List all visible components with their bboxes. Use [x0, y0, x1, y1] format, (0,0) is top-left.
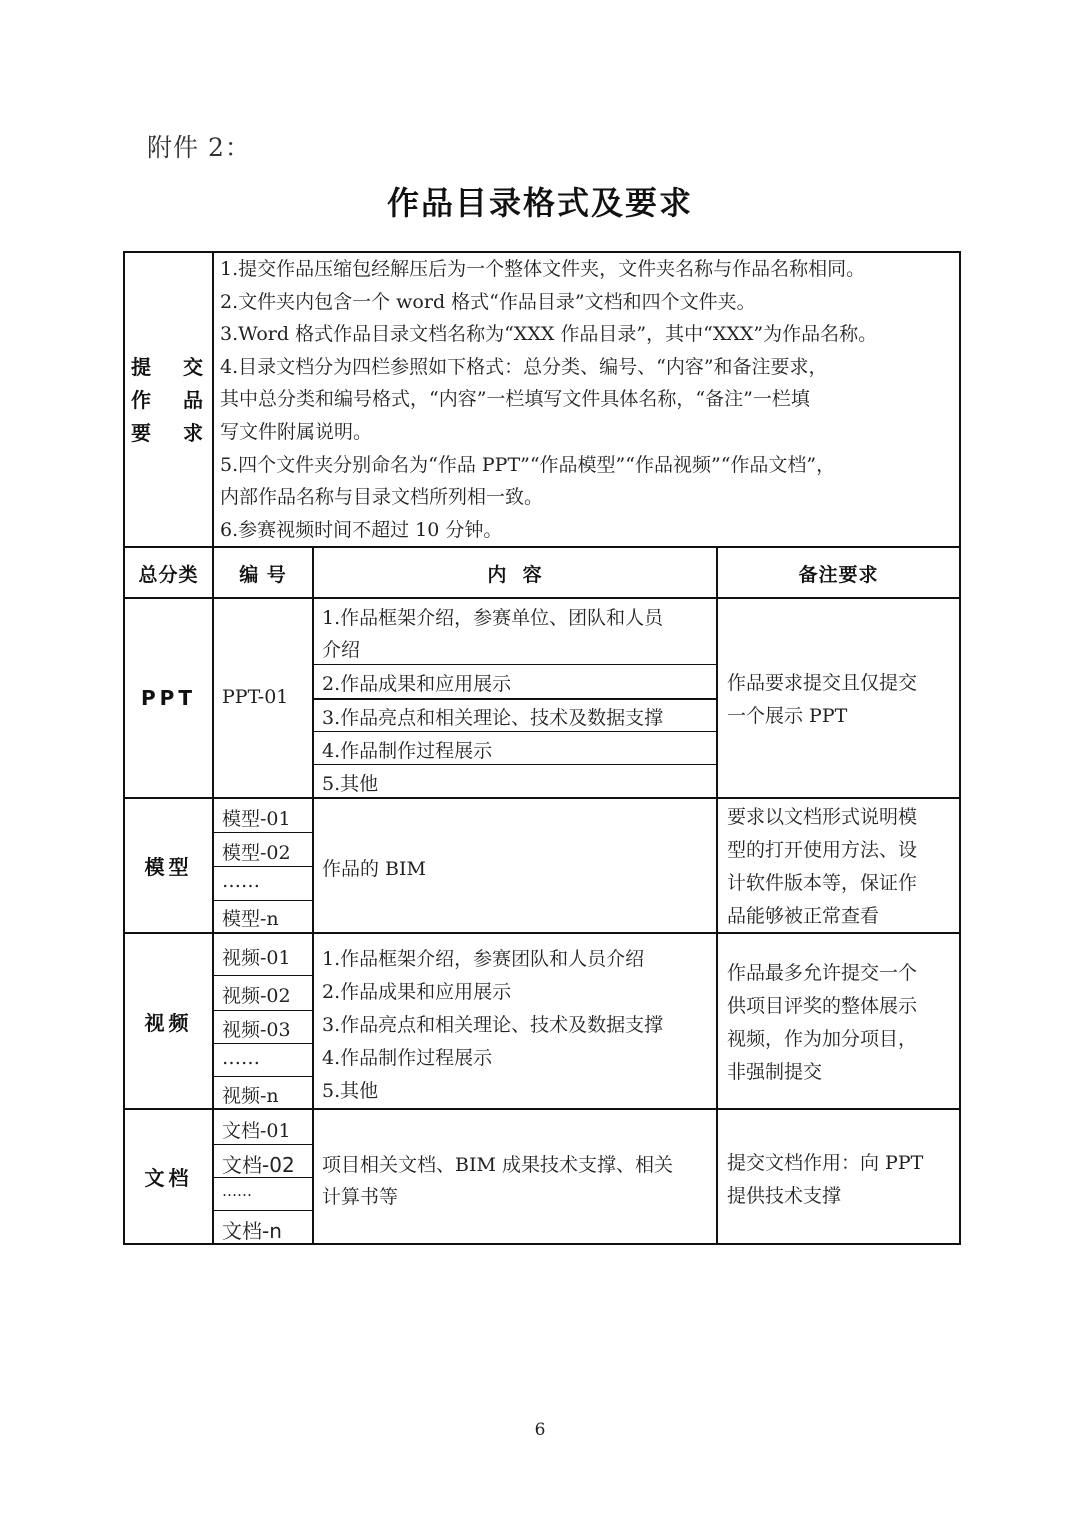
requirement-line: 1.提交作品压缩包经解压后为一个整体文件夹，文件夹名称与作品名称相同。	[220, 258, 866, 280]
number-cell: 模型-02	[222, 842, 291, 864]
document-title: 作品目录格式及要求	[386, 184, 693, 222]
number-cell: PPT-01	[222, 686, 289, 708]
number-cell: 文档-02	[222, 1153, 295, 1177]
notes-cell	[727, 801, 955, 933]
content-line: 2.作品成果和应用展示	[322, 981, 512, 1003]
content-line: 5.其他	[322, 1080, 379, 1102]
number-divider	[213, 900, 313, 901]
number-divider	[213, 866, 313, 867]
content-line: 介绍	[322, 639, 361, 661]
note-line: 非强制提交	[727, 1061, 823, 1083]
number-divider	[213, 1010, 313, 1011]
number-cell: ……	[222, 1182, 252, 1200]
content-divider	[313, 731, 717, 732]
label-char: 求	[183, 421, 203, 445]
note-line: 供项目评奖的整体展示	[727, 995, 918, 1017]
content-line: 4.作品制作过程展示	[322, 740, 493, 762]
note-line: 作品要求提交且仅提交	[727, 672, 918, 694]
number-cell: 模型-01	[222, 808, 291, 830]
column-divider	[312, 546, 314, 1245]
note-line: 视频，作为加分项目，	[727, 1028, 918, 1050]
label-char: 品	[183, 388, 203, 412]
notes-cell	[727, 957, 955, 1089]
note-line: 提供技术支撑	[727, 1185, 842, 1207]
content-line: 5.其他	[322, 773, 379, 795]
label-char: 提	[131, 355, 151, 379]
number-cell: 文档-01	[222, 1120, 291, 1142]
label-char: 作	[131, 388, 151, 412]
content-line: 2.作品成果和应用展示	[322, 673, 512, 695]
label-char: 要	[131, 421, 151, 445]
requirement-line: 3.Word 格式作品目录文档名称为“XXX 作品目录”，其中“XXX”为作品名称。	[220, 323, 878, 346]
content-divider	[313, 698, 717, 700]
note-line: 要求以文档形式说明模	[727, 806, 918, 828]
requirements-text	[220, 253, 955, 546]
requirement-line: 内部作品名称与目录文档所列相一致。	[220, 486, 544, 509]
content-line: 作品的 BIM	[322, 858, 426, 880]
content-line: 3.作品亮点和相关理论、技术及数据支撑	[322, 707, 664, 729]
number-cell: 文档-n	[222, 1219, 282, 1243]
note-line: 作品最多允许提交一个	[727, 962, 918, 984]
content-line: 1.作品框架介绍，参赛团队和人员介绍	[322, 948, 645, 970]
content-line: 4.作品制作过程展示	[322, 1047, 493, 1069]
number-divider	[213, 832, 313, 833]
number-divider	[213, 1144, 313, 1145]
content-divider	[313, 764, 717, 765]
number-divider	[213, 1076, 313, 1077]
category-docs: 文档	[144, 1166, 193, 1190]
requirement-line: 写文件附属说明。	[220, 420, 373, 443]
requirement-line: 2.文件夹内包含一个 word 格式“作品目录”文档和四个文件夹。	[220, 290, 756, 313]
attachment-label: 附件 2：	[147, 133, 251, 162]
requirements-label	[131, 384, 203, 417]
header-notes: 备注要求	[798, 563, 879, 586]
category-ppt: PPT	[141, 686, 196, 710]
column-divider	[716, 546, 718, 1245]
number-cell: 模型-n	[222, 908, 279, 930]
number-cell: 视频-01	[222, 947, 291, 969]
row-divider	[123, 1108, 961, 1110]
row-divider	[123, 797, 961, 799]
number-divider	[213, 1210, 313, 1211]
requirements-label	[131, 351, 203, 384]
number-cell: 视频-03	[222, 1019, 291, 1041]
requirement-line: 5.四个文件夹分别命名为“作品 PPT”“作品模型”“作品视频”“作品文档”，	[220, 453, 836, 476]
content-line: 1.作品框架介绍，参赛单位、团队和人员	[322, 607, 664, 629]
requirement-line: 其中总分类和编号格式，“内容”一栏填写文件具体名称，“备注”一栏填	[220, 388, 810, 411]
notes-cell	[727, 1147, 955, 1213]
category-video: 视频	[144, 1010, 193, 1035]
note-line: 一个展示 PPT	[727, 705, 848, 727]
category-model: 模型	[144, 855, 193, 879]
note-line: 品能够被正常查看	[727, 905, 880, 927]
header-category: 总分类	[138, 563, 199, 586]
page-number: 6	[534, 1420, 546, 1440]
table-border-right	[959, 251, 961, 1245]
number-divider	[213, 975, 313, 976]
notes-cell	[727, 667, 955, 733]
header-number: 编 号	[239, 563, 287, 586]
note-line: 计软件版本等，保证作	[727, 872, 918, 894]
number-cell: ……	[222, 1047, 260, 1069]
label-char: 交	[183, 355, 203, 379]
requirement-line: 6.参赛视频时间不超过 10 分钟。	[220, 518, 503, 541]
note-line: 型的打开使用方法、设	[727, 839, 918, 861]
number-cell: 视频-n	[222, 1085, 279, 1107]
number-cell: 视频-02	[222, 985, 291, 1007]
requirements-label	[131, 417, 203, 450]
content-line: 3.作品亮点和相关理论、技术及数据支撑	[322, 1014, 664, 1036]
content-line: 计算书等	[322, 1186, 399, 1208]
note-line: 提交文档作用：向 PPT	[727, 1152, 924, 1174]
content-line: 项目相关文档、BIM 成果技术支撑、相关	[322, 1154, 673, 1176]
requirement-line: 4.目录文档分为四栏参照如下格式：总分类、编号、“内容”和备注要求，	[220, 355, 828, 378]
number-cell: ……	[222, 870, 260, 892]
content-divider	[313, 664, 717, 665]
header-content: 内 容	[487, 563, 543, 586]
number-divider	[213, 1043, 313, 1044]
